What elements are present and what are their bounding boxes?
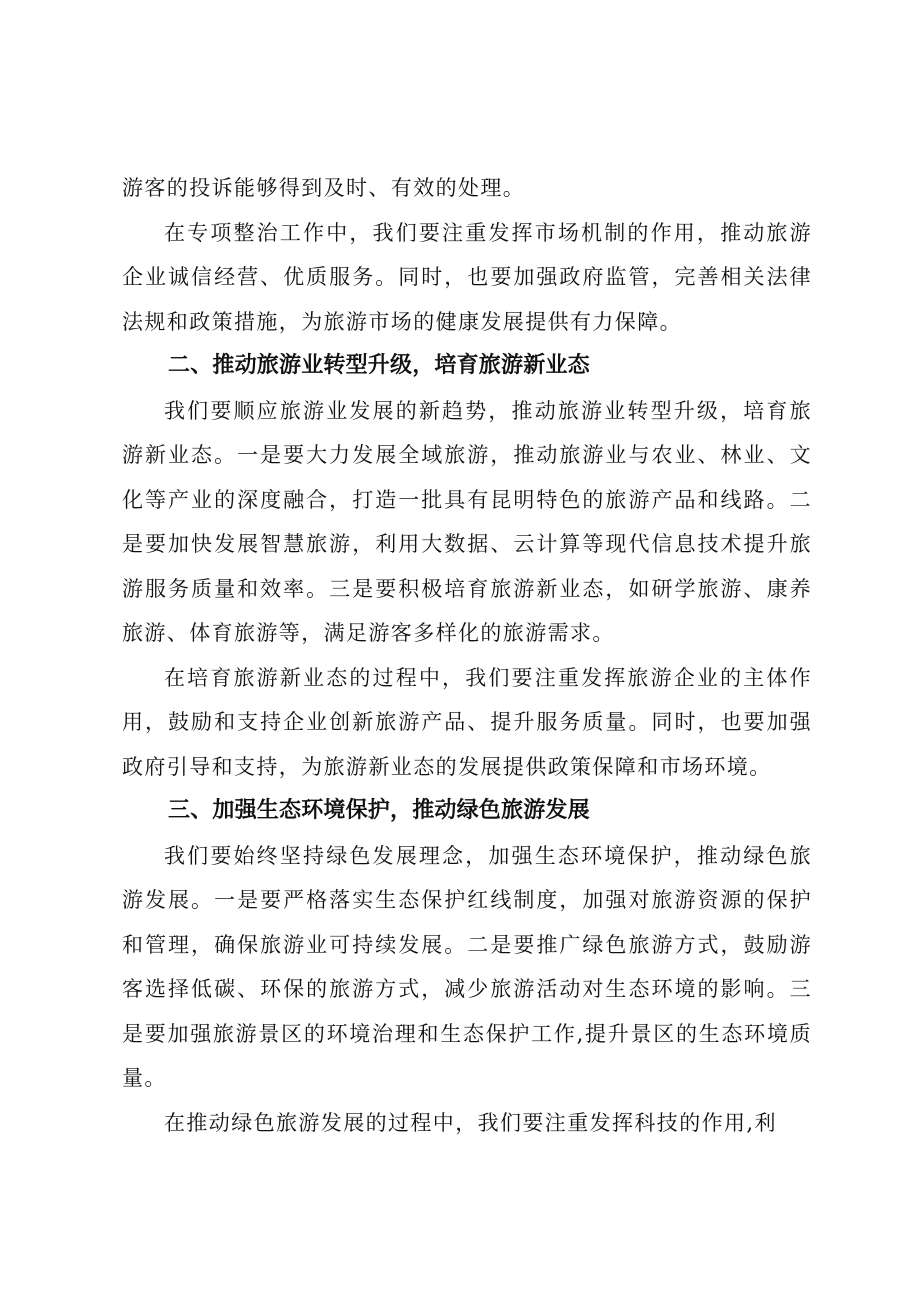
paragraph-transformation: 我们要顺应旅游业发展的新趋势，推动旅游业转型升级，培育旅游新业态。一是要大力发展全域旅游，推动旅游业与农业、林业、文化等产业的深度融合，打造一批具有昆明特色的旅游产品和线路。二是要加快发展智慧旅游，利用大数据、云计算等现代信息技术提升旅游服务质量和效率。三是要积极培育旅游新业态，如研学旅游、康养旅游、体育旅游等，满足游客多样化的旅游需求。 bbox=[122, 398, 812, 645]
paragraph-eco-protection: 我们要始终坚持绿色发展理念，加强生态环境保护，推动绿色旅游发展。一是要严格落实生态保护红线制度，加强对旅游资源的保护和管理，确保旅游业可持续发展。二是要推广绿色旅游方式，鼓励游客选择低碳、环保的旅游方式，减少旅游活动对生态环境的影响。三是要加强旅游景区的环境治理和生态保护工作,提升景区的生态环境质量。 bbox=[122, 843, 812, 1090]
paragraph-new-business-forms: 在培育旅游新业态的过程中，我们要注重发挥旅游企业的主体作用，鼓励和支持企业创新旅游产品、提升服务质量。同时，也要加强政府引导和支持，为旅游新业态的发展提供政策保障和市场环境。 bbox=[122, 665, 812, 779]
paragraph-continued: 游客的投诉能够得到及时、有效的处理。 bbox=[122, 176, 526, 200]
document-body bbox=[122, 166, 812, 1145]
section-heading-2: 二、推动旅游业转型升级，培育旅游新业态 bbox=[168, 353, 590, 378]
paragraph-special-rectification: 在专项整治工作中，我们要注重发挥市场机制的作用，推动旅游企业诚信经营、优质服务。同时，也要加强政府监管，完善相关法律法规和政策措施，为旅游市场的健康发展提供有力保障。 bbox=[122, 220, 812, 334]
section-heading-3: 三、加强生态环境保护，推动绿色旅游发展 bbox=[168, 798, 590, 823]
paragraph-green-tourism-tech: 在推动绿色旅游发展的过程中，我们要注重发挥科技的作用,利 bbox=[164, 1110, 777, 1135]
